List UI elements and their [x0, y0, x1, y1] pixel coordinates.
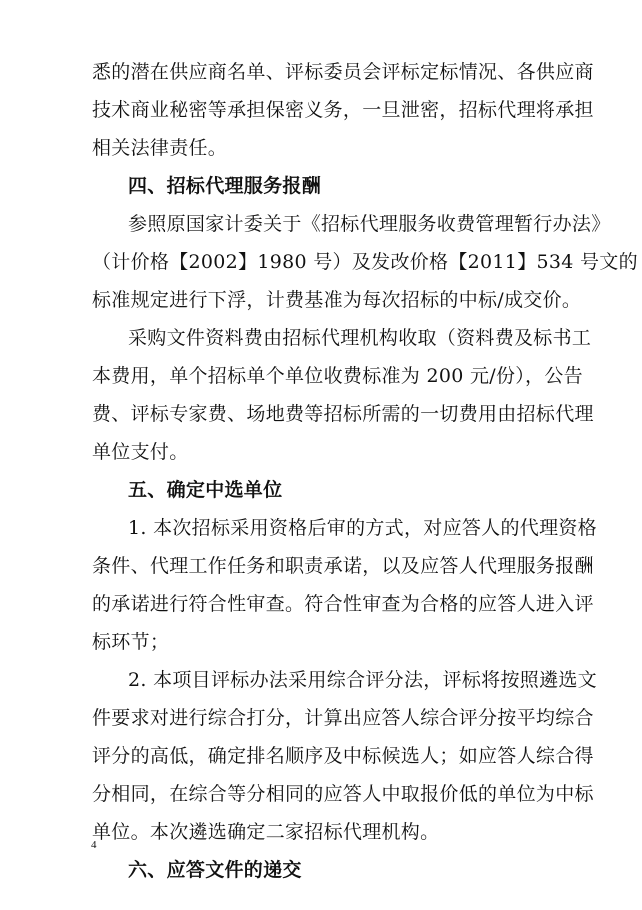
section-heading-5: 五、确定中选单位	[128, 479, 283, 501]
text-line: 费、评标专家费、场地费等招标所需的一切费用由招标代理	[92, 403, 594, 425]
section-heading-4: 四、招标代理服务报酬	[128, 175, 322, 197]
text-line: 1. 本次招标采用资格后审的方式，对应答人的代理资格	[128, 517, 597, 539]
text-line: 相关法律责任。	[92, 137, 228, 159]
text-line: （计价格【2002】1980 号）及发改价格【2011】534 号文的	[92, 251, 638, 273]
text-line: 单位支付。	[92, 441, 189, 463]
text-line: 2. 本项目评标办法采用综合评分法，评标将按照遴选文	[128, 669, 597, 691]
text-line: 参照原国家计委关于《招标代理服务收费管理暂行办法》	[128, 213, 611, 235]
text-line: 单位。本次遴选确定二家招标代理机构。	[92, 821, 440, 843]
text-line: 标准规定进行下浮，计费基准为每次招标的中标/成交价。	[92, 289, 582, 311]
text-line: 分相同，在综合等分相同的应答人中取报价低的单位为中标	[92, 783, 594, 805]
page-number: 4	[91, 839, 97, 851]
text-line: 采购文件资料费由招标代理机构收取（资料费及标书工	[128, 327, 592, 349]
text-line: 技术商业秘密等承担保密义务，一旦泄密，招标代理将承担	[92, 99, 594, 121]
text-line: 的承诺进行符合性审查。符合性审查为合格的应答人进入评	[92, 593, 594, 615]
text-line: 本费用，单个招标单个单位收费标准为 200 元/份），公告	[92, 365, 583, 387]
text-line: 评分的高低，确定排名顺序及中标候选人；如应答人综合得	[92, 745, 594, 767]
text-line: 悉的潜在供应商名单、评标委员会评标定标情况、各供应商	[92, 61, 594, 83]
text-line: 标环节；	[92, 631, 170, 653]
text-line: 条件、代理工作任务和职责承诺，以及应答人代理服务报酬	[92, 555, 594, 577]
section-heading-6: 六、应答文件的递交	[128, 859, 302, 881]
text-line: 件要求对进行综合打分，计算出应答人综合评分按平均综合	[92, 707, 594, 729]
